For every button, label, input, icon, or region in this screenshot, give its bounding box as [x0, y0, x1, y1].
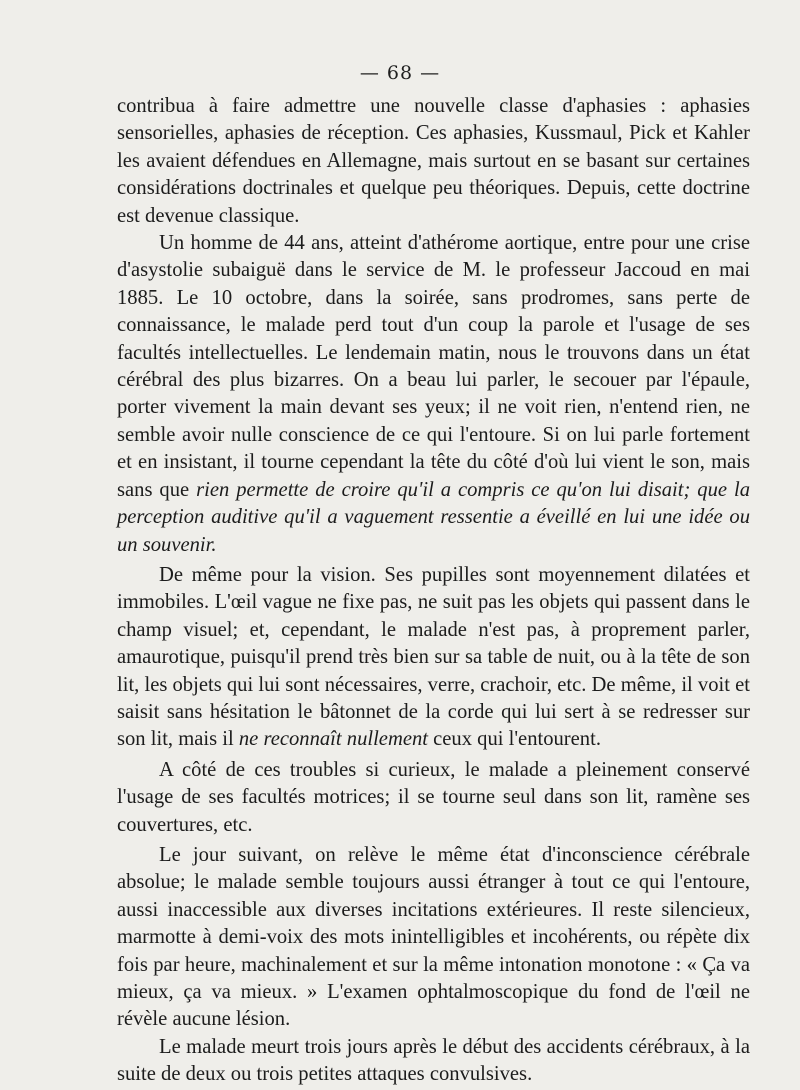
- paragraph-5: Le jour suivant, on relève le même état d'inconscience cérébrale absolue; le malade semble toujours aussi étranger à tout ce qui l'entoure, aussi inaccessible aux diverses incitations extérieures. Il reste silencieux, marmotte à demi-voix des mots inintelligibles et incohérents, ou répète dix fois par heure, machinalement et sur la même intonation monotone : « Ça va mieux, ça va mieux. » L'examen ophtalmoscopique du fond de l'œil ne révèle aucune lésion.: [117, 843, 750, 1031]
- paragraph-3: [117, 562, 750, 754]
- paragraph-2-text: Un homme de 44 ans, atteint d'athérome aortique, entre pour une crise d'asystolie subaiguë dans le service de M. le professeur Jaccoud en mai 1885. Le 10 octobre, dans la soirée, sans prodromes, sans perte de connaissance, le malade perd tout d'un coup la parole et l'usage de ses facultés intellectuelles. Le lendemain matin, nous le trouvons dans un état cérébral des plus bizarres. On a beau lui parler, le secouer par l'épaule, porter vivement la main devant ses yeux; il ne voit rien, n'entend rien, ne semble avoir nulle conscience de ce qui l'entoure. Si on lui parle fortement et en insistant, il tourne cependant la tête du côté d'où lui vient le son, mais sans que: [117, 232, 750, 501]
- paragraph-1: contribua à faire admettre une nouvelle classe d'aphasies : aphasies sensorielles, aphasies de réception. Ces aphasies, Kussmaul, Pick et Kahler les avaient défendues en Allemagne, mais surtout en se basant sur certaines considérations doctrinales et quelque peu théoriques. Depuis, cette doctrine est devenue classique.: [117, 95, 750, 227]
- page-number: — 68 —: [359, 62, 441, 84]
- body-text: [117, 93, 750, 1089]
- paragraph-3-text: De même pour la vision. Ses pupilles sont moyennement dilatées et immobiles. L'œil vague ne fixe pas, ne suit pas les objets qui passent dans le champ visuel; et, cependant, le malade n'est pas, à proprement parler, amaurotique, puisqu'il prend très bien sur sa table de nuit, ou à la tête de son lit, les objets qui lui sont nécessaires, verre, crachoir, etc. De même, il voit et saisit sans hésitation le bâtonnet de la corde qui lui sert à se redresser sur son lit, mais il: [117, 563, 750, 751]
- paragraph-3-end: ceux qui l'entourent.: [433, 728, 601, 751]
- paragraph-2: [117, 230, 750, 559]
- paragraph-4: A côté de ces troubles si curieux, le malade a pleinement conservé l'usage de ses facultés motrices; il se tourne seul dans son lit, ramène ses couvertures, etc.: [117, 758, 750, 836]
- paragraph-6: Le malade meurt trois jours après le début des accidents cérébraux, à la suite de deux ou trois petites attaques convulsives.: [117, 1035, 750, 1086]
- paragraph-3-italic: ne reconnaît nullement: [238, 728, 428, 751]
- paragraph-2-italic: rien permette de croire qu'il a compris ce qu'on lui disait; que la perception auditive qu'il a vaguement ressentie a éveillé en lui une idée ou un souvenir.: [117, 478, 750, 556]
